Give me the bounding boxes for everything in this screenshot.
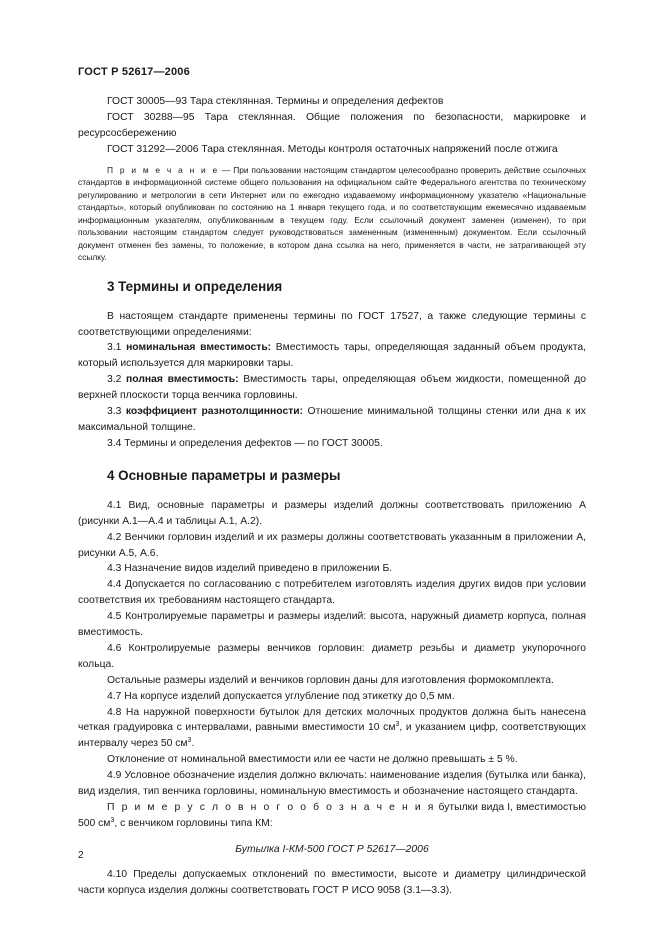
clause-4-5: 4.5 Контролируемые параметры и размеры изделий: высота, наружный диаметр корпуса, полная вместимость. xyxy=(78,611,586,639)
clause-text: 4.8 На наружной поверхности бутылок для детских молочных продуктов должна быть нанесена четкая градуировка с интервалами, равными вместимости 10 см xyxy=(78,706,586,734)
term-name: коэффициент разнотолщинности: xyxy=(125,406,304,418)
term-definition: Вместимость тары, определяющая объем жидкости, помещенной до верхней плоскости торца венчика горловины. xyxy=(78,374,586,402)
term-3-3 xyxy=(78,404,586,436)
page-number: 2 xyxy=(78,850,84,861)
reference-item: ГОСТ 30288—95 Тара стеклянная. Общие положения по безопасности, маркировке и ресурсосбережению xyxy=(78,111,586,139)
term-definition: Отношение минимальной толщины стенки или дна к их максимальной толщине. xyxy=(78,406,586,433)
reference-item: ГОСТ 30005—93 Тара стеклянная. Термины и определения дефектов xyxy=(107,96,444,107)
clause-4-9: 4.9 Условное обозначение изделия должно включать: наименование изделия (бутылка или банка), вид изделия, тип венчика горловины, номинальную вместимость и обозначение настоящего стандарта. xyxy=(78,770,586,798)
clause-4-8-tolerance: Отклонение от номинальной вместимости или ее части не должно превышать ± 5 %. xyxy=(107,754,518,766)
example-designation: Бутылка I-КМ-500 ГОСТ Р 52617—2006 xyxy=(235,843,429,855)
term-name: номинальная вместимость: xyxy=(126,342,272,354)
clause-4-7: 4.7 На корпусе изделий допускается углубление под этикетку до 0,5 мм. xyxy=(107,690,455,702)
reference-item: ГОСТ 31292—2006 Тара стеклянная. Методы контроля остаточных напряжений после отжига xyxy=(107,143,558,155)
running-header: ГОСТ Р 52617—2006 xyxy=(78,66,190,78)
clause-4-8 xyxy=(78,705,586,753)
clause-text: , и указанием цифр, соответствующих интервалу через 50 см xyxy=(78,722,586,750)
note-paragraph xyxy=(78,164,586,264)
example-text: , с венчиком горловины типа КМ: xyxy=(114,817,273,829)
clause-4-4: 4.4 Допускается по согласованию с потребителем изготовлять изделия других видов при условии соответствия их требованиям настоящего стандарта. xyxy=(78,579,586,607)
superscript: 3 xyxy=(187,737,192,745)
clause-4-6-note: Остальные размеры изделий и венчиков горловин даны для изготовления формокомплекта. xyxy=(107,674,554,686)
example-paragraph xyxy=(78,800,586,832)
example-label: П р и м е р у с л о в н о г о о б о з н а ч е н и я xyxy=(107,802,436,813)
clause-4-2: 4.2 Венчики горловин изделий и их размеры должны соответствовать указанным в приложении А, рисунки А.5, А.6. xyxy=(78,531,586,559)
clause-4-3: 4.3 Назначение видов изделий приведено в приложении Б. xyxy=(107,563,393,575)
superscript: 3 xyxy=(395,721,400,729)
note-label: П р и м е ч а н и е xyxy=(107,164,220,175)
section-4-heading: 4 Основные параметры и размеры xyxy=(107,467,341,483)
clause-4-1: 4.1 Вид, основные параметры и размеры изделий должны соответствовать приложению А (рисунки А.1—А.4 и таблицы А.1, А.2). xyxy=(78,499,586,527)
superscript: 3 xyxy=(110,816,115,824)
section-3-intro: В настоящем стандарте применены термины по ГОСТ 17527, а также следующие термины с соответствующими определениями: xyxy=(78,310,586,338)
term-number: 3.3 xyxy=(107,406,126,418)
clause-text: . xyxy=(191,738,195,750)
term-3-4: 3.4 Термины и определения дефектов — по ГОСТ 30005. xyxy=(107,437,383,449)
term-number: 3.1 xyxy=(107,342,127,354)
term-name: полная вместимость: xyxy=(126,374,239,386)
clause-4-10: 4.10 Пределы допускаемых отклонений по вместимости, высоте и диаметру цилиндрической части корпуса изделия должны соответствовать ГОСТ Р ИСО 9058 (3.1—3.3). xyxy=(78,868,586,896)
term-3-2 xyxy=(78,372,586,404)
example-text: бутылки вида I, вместимостью 500 см xyxy=(78,802,586,829)
term-number: 3.2 xyxy=(107,374,127,386)
clause-4-6: 4.6 Контролируемые размеры венчиков горловин: диаметр резьбы и диаметр укупорочного кольца. xyxy=(78,642,586,670)
page-body xyxy=(78,94,586,899)
term-definition: Вместимость тары, определяющая заданный объем продукта, который используется для маркировки тары. xyxy=(78,342,586,370)
term-3-1 xyxy=(78,340,586,372)
note-text: — При пользовании настоящим стандартом целесообразно проверить действие ссылочных стандартов в информационной системе общего пользования на официальном сайте Федерального агентства по техническому регулированию и метрологии в сети Интернет или по ежегодно издаваемому информационному указателю «Национальные стандарты», который опубликован по состоянию на 1 января текущего года, и по соответствующим ежемесячно издаваемым информационным указателям, опубликованным в текущем году. Если ссылочный документ заменен (изменен), то при пользовании настоящим стандартом следует руководствоваться замененным (измененным) документом. Если ссылочный документ отменен без замены, то положение, в котором дана ссылка на него, применяется в части, не затрагивающей эту ссылку. xyxy=(78,164,586,263)
section-3-heading: 3 Термины и определения xyxy=(107,278,283,294)
